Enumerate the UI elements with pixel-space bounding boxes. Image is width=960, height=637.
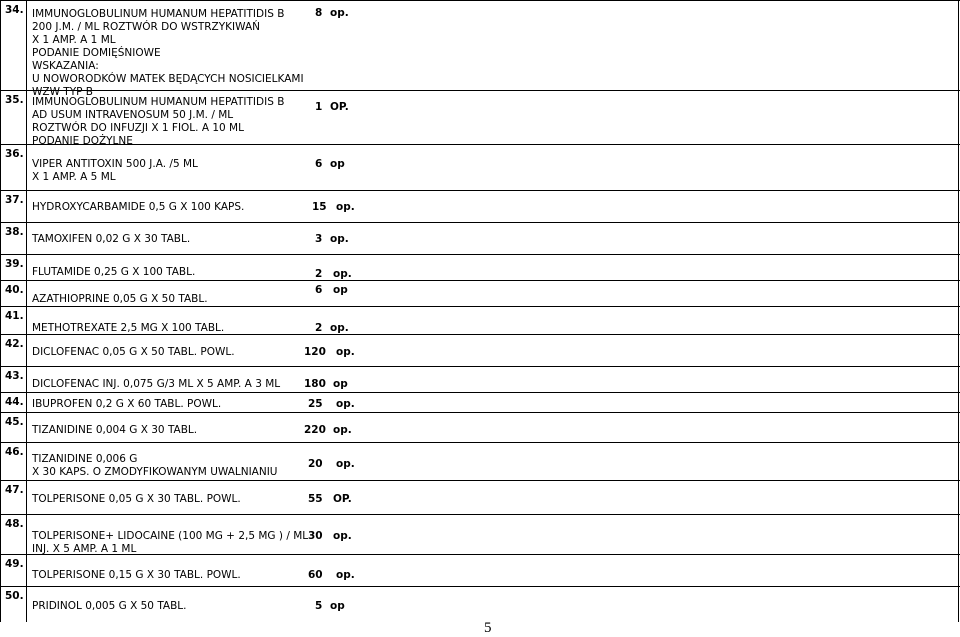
column-divider (0, 0, 1, 622)
row-number: 44. (5, 396, 24, 408)
product-description-line: HYDROXYCARBAMIDE 0,5 G X 100 KAPS. (32, 201, 245, 213)
product-description-line: WSKAZANIA: (32, 60, 99, 72)
row-divider (0, 392, 960, 393)
row-number: 48. (5, 518, 24, 530)
quantity-unit: op. (330, 233, 349, 245)
product-description-line: PODANIE DOŻYLNE (32, 135, 133, 147)
product-description-line: DICLOFENAC INJ. 0,075 G/3 ML X 5 AMP. A 3 ML (32, 378, 281, 390)
row-number: 34. (5, 4, 24, 16)
product-description-line: X 1 AMP. A 5 ML (32, 171, 116, 183)
quantity-number: 2 (315, 322, 323, 334)
quantity-unit: op. (336, 201, 355, 213)
row-divider (0, 280, 960, 281)
row-divider (0, 366, 960, 367)
product-description-line: INJ. X 5 AMP. A 1 ML (32, 543, 137, 555)
product-description-line: X 1 AMP. A 1 ML (32, 34, 116, 46)
product-description-line: WZW TYP B (32, 86, 93, 98)
row-divider (0, 0, 960, 1)
product-description-line: 200 J.M. / ML ROZTWÓR DO WSTRZYKIWAŃ (32, 21, 260, 33)
row-divider (0, 90, 960, 91)
quantity-unit: op (333, 378, 348, 390)
quantity-unit: op. (333, 268, 352, 280)
column-divider (26, 0, 27, 622)
row-number: 35. (5, 94, 24, 106)
row-divider (0, 442, 960, 443)
row-divider (0, 554, 960, 555)
row-divider (0, 254, 960, 255)
row-divider (0, 144, 960, 145)
quantity-unit: OP. (330, 101, 349, 113)
row-number: 39. (5, 258, 24, 270)
column-divider (958, 0, 959, 622)
product-description-line: AZATHIOPRINE 0,05 G X 50 TABL. (32, 293, 208, 305)
row-divider (0, 190, 960, 191)
product-description-line: PRIDINOL 0,005 G X 50 TABL. (32, 600, 187, 612)
product-description-line: TOLPERISONE+ LIDOCAINE (100 MG + 2,5 MG ) / ML (32, 530, 309, 542)
quantity-number: 25 (308, 398, 323, 410)
quantity-number: 30 (308, 530, 323, 542)
row-number: 50. (5, 590, 24, 602)
quantity-number: 15 (312, 201, 327, 213)
quantity-unit: OP. (333, 493, 352, 505)
row-number: 43. (5, 370, 24, 382)
row-number: 45. (5, 416, 24, 428)
product-description-line: TIZANIDINE 0,004 G X 30 TABL. (32, 424, 198, 436)
quantity-unit: op. (333, 530, 352, 542)
quantity-unit: op. (330, 322, 349, 334)
quantity-number: 6 (315, 284, 323, 296)
quantity-number: 20 (308, 458, 323, 470)
quantity-number: 5 (315, 600, 323, 612)
row-divider (0, 222, 960, 223)
quantity-number: 1 (315, 101, 323, 113)
quantity-number: 3 (315, 233, 323, 245)
product-description-line: ROZTWÓR DO INFUZJI X 1 FIOL. A 10 ML (32, 122, 244, 134)
quantity-unit: op (330, 158, 345, 170)
product-description-line: PODANIE DOMIĘŚNIOWE (32, 47, 161, 59)
row-divider (0, 306, 960, 307)
product-description-line: TOLPERISONE 0,05 G X 30 TABL. POWL. (32, 493, 241, 505)
product-description-line: FLUTAMIDE 0,25 G X 100 TABL. (32, 266, 196, 278)
quantity-unit: op. (336, 458, 355, 470)
product-description-line: VIPER ANTITOXIN 500 J.A. /5 ML (32, 158, 198, 170)
quantity-unit: op (333, 284, 348, 296)
row-number: 47. (5, 484, 24, 496)
quantity-number: 55 (308, 493, 323, 505)
row-number: 36. (5, 148, 24, 160)
quantity-number: 180 (304, 378, 326, 390)
quantity-unit: op. (333, 424, 352, 436)
quantity-unit: op. (330, 7, 349, 19)
quantity-number: 220 (304, 424, 326, 436)
product-description-line: IMMUNOGLOBULINUM HUMANUM HEPATITIDIS B (32, 8, 285, 20)
quantity-unit: op (330, 600, 345, 612)
quantity-number: 8 (315, 7, 323, 19)
quantity-number: 2 (315, 268, 323, 280)
product-description-line: TOLPERISONE 0,15 G X 30 TABL. POWL. (32, 569, 241, 581)
row-number: 49. (5, 558, 24, 570)
quantity-number: 60 (308, 569, 323, 581)
row-number: 41. (5, 310, 24, 322)
row-number: 38. (5, 226, 24, 238)
product-description-line: AD USUM INTRAVENOSUM 50 J.M. / ML (32, 109, 234, 121)
quantity-unit: op. (336, 569, 355, 581)
product-description-line: IBUPROFEN 0,2 G X 60 TABL. POWL. (32, 398, 222, 410)
product-description-line: U NOWORODKÓW MATEK BĘDĄCYCH NOSICIELKAMI (32, 73, 304, 85)
product-description-line: TIZANIDINE 0,006 G (32, 453, 138, 465)
row-divider (0, 480, 960, 481)
quantity-unit: op. (336, 398, 355, 410)
row-divider (0, 514, 960, 515)
row-divider (0, 586, 960, 587)
product-description-line: TAMOXIFEN 0,02 G X 30 TABL. (32, 233, 191, 245)
quantity-unit: op. (336, 346, 355, 358)
product-description-line: DICLOFENAC 0,05 G X 50 TABL. POWL. (32, 346, 235, 358)
row-number: 37. (5, 194, 24, 206)
product-description-line: METHOTREXATE 2,5 MG X 100 TABL. (32, 322, 225, 334)
product-description-line: IMMUNOGLOBULINUM HUMANUM HEPATITIDIS B (32, 96, 285, 108)
row-number: 40. (5, 284, 24, 296)
product-description-line: X 30 KAPS. O ZMODYFIKOWANYM UWALNIANIU (32, 466, 278, 478)
page-number: 5 (484, 620, 492, 636)
quantity-number: 120 (304, 346, 326, 358)
row-number: 42. (5, 338, 24, 350)
quantity-number: 6 (315, 158, 323, 170)
row-divider (0, 412, 960, 413)
row-number: 46. (5, 446, 24, 458)
